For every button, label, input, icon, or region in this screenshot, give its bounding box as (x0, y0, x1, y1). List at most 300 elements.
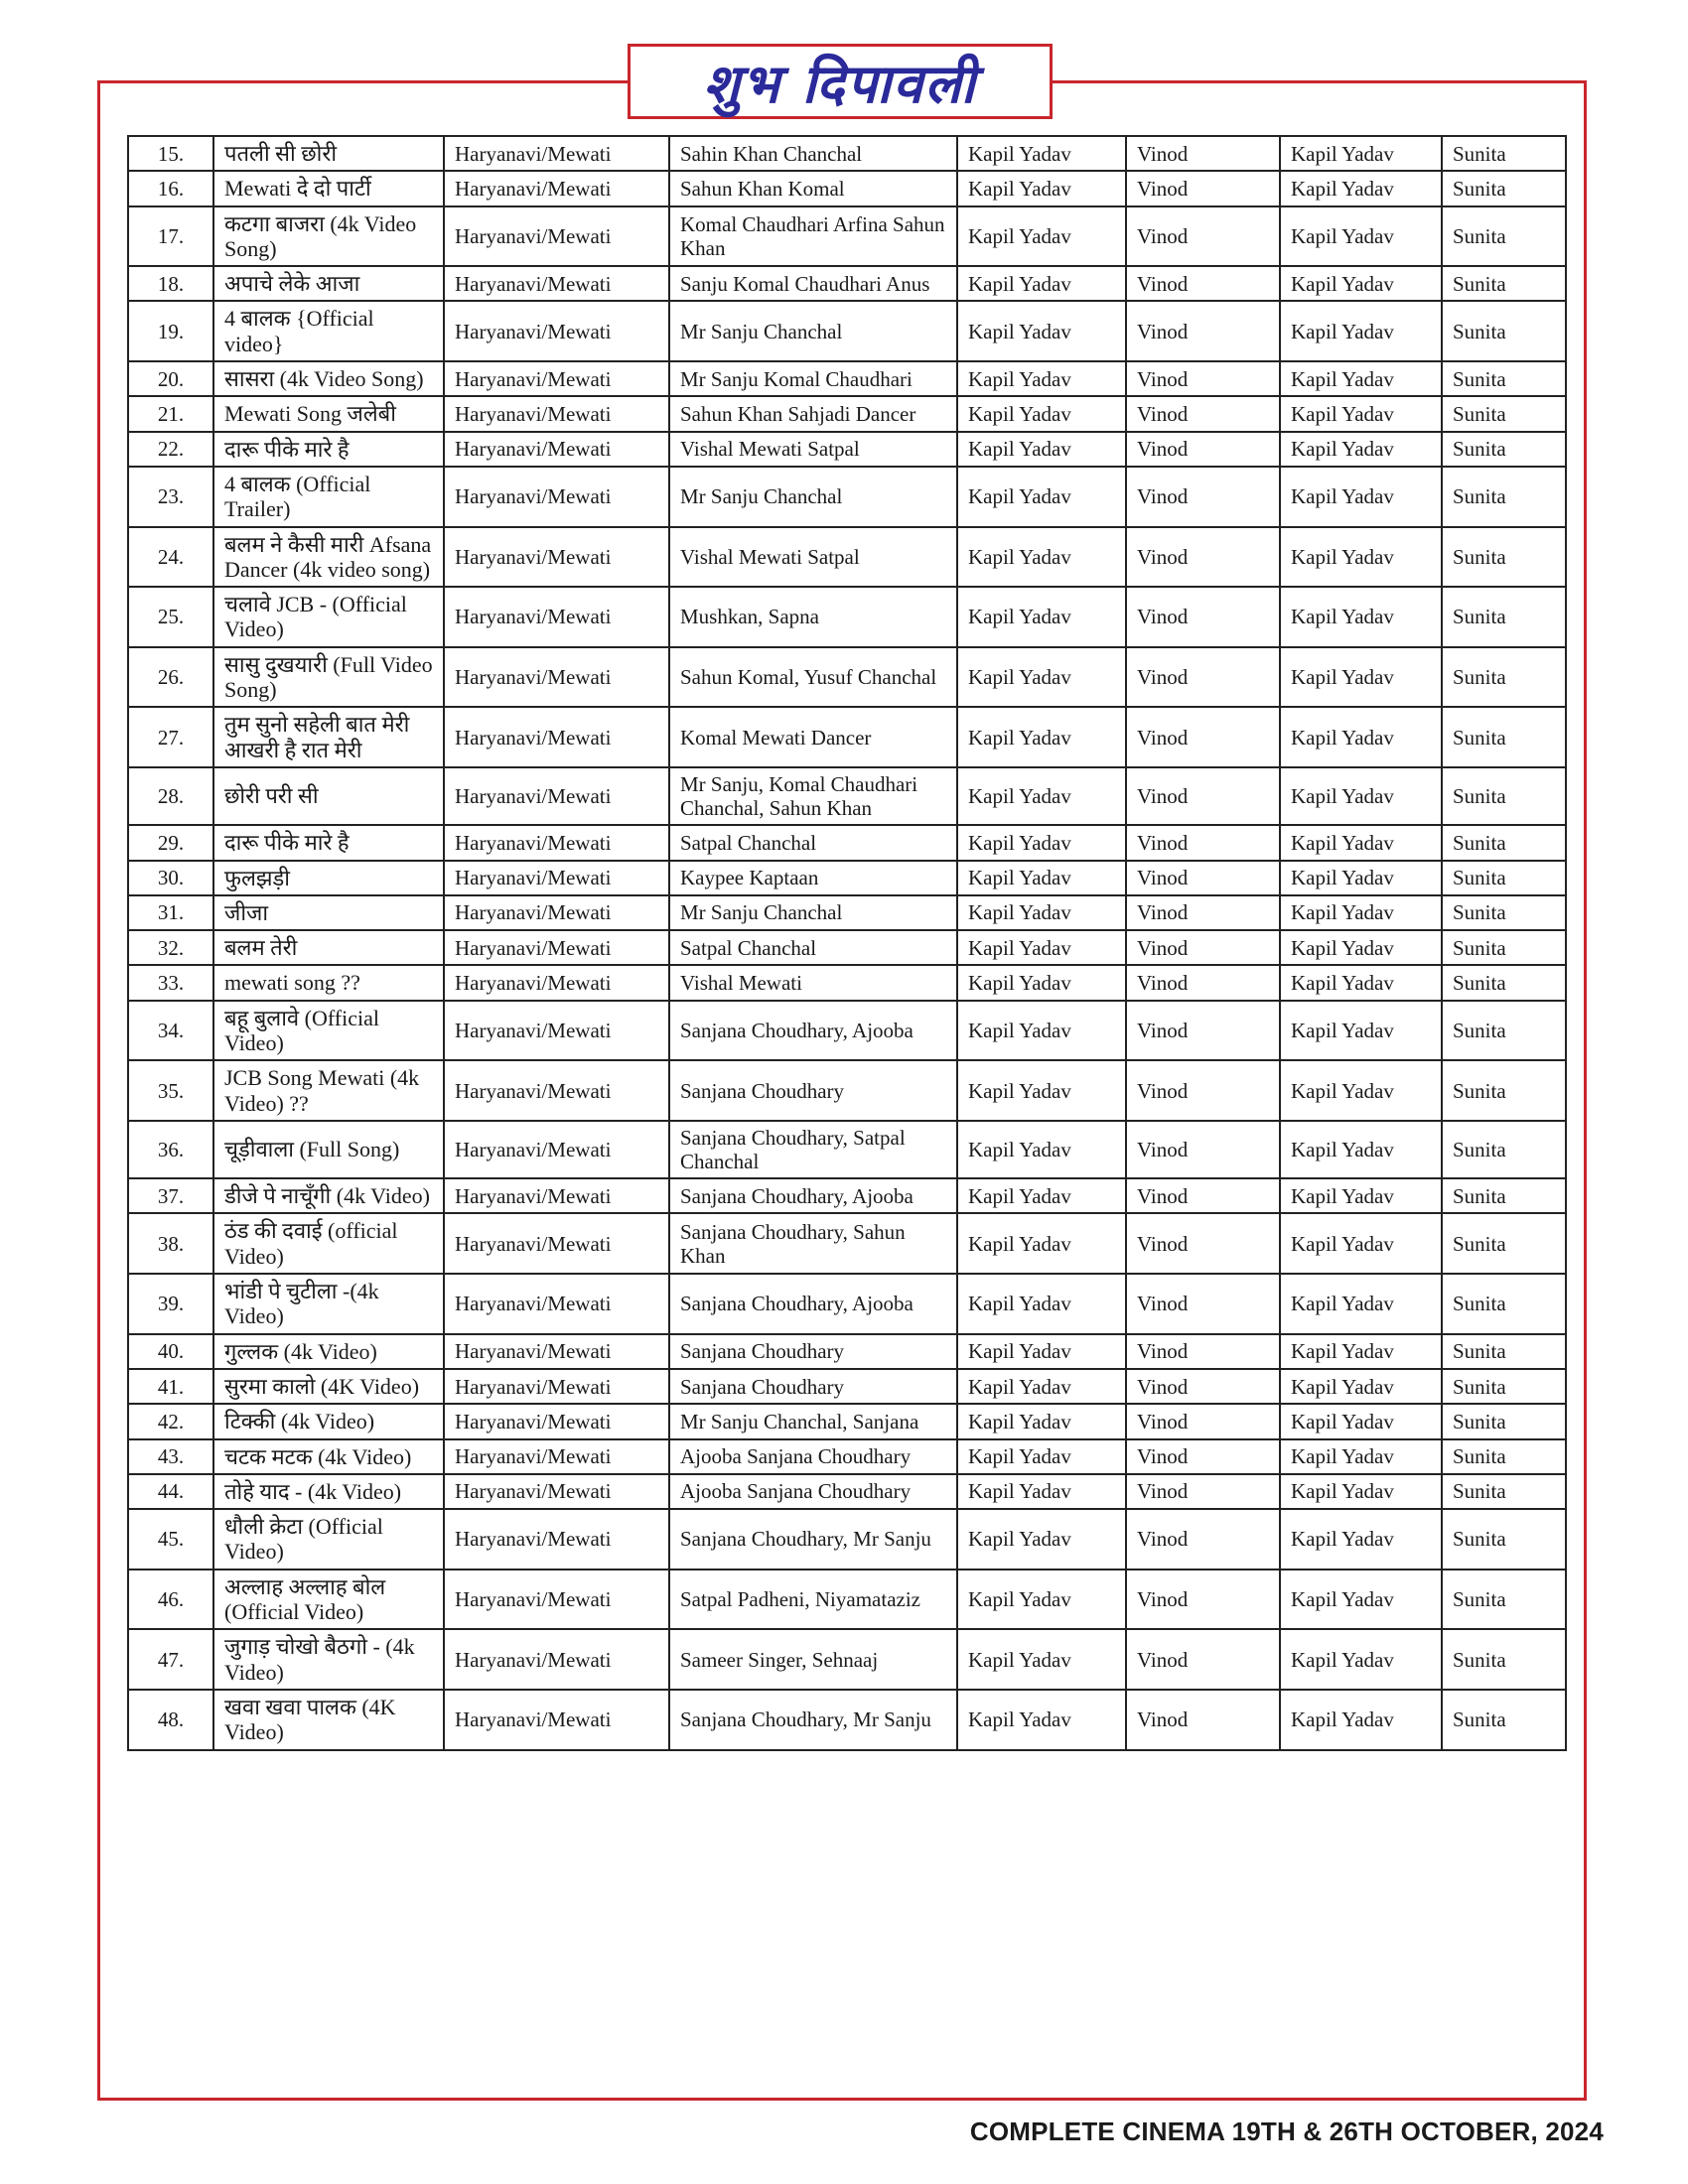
lyricist-cell: Sunita (1442, 1404, 1566, 1438)
singer-cell: Kapil Yadav (957, 432, 1126, 467)
lyricist-cell: Sunita (1442, 1690, 1566, 1750)
director-cell: Vinod (1126, 1121, 1280, 1178)
artists-cell: Ajooba Sanjana Choudhary (669, 1439, 957, 1474)
language-cell: Haryanavi/Mewati (444, 136, 669, 171)
director-cell: Vinod (1126, 1509, 1280, 1570)
table-row (128, 1334, 1566, 1369)
producer-cell: Kapil Yadav (1280, 266, 1442, 301)
table-row (128, 527, 1566, 588)
song-title-cell: बलम तेरी (213, 930, 444, 965)
singer-cell: Kapil Yadav (957, 361, 1126, 396)
song-title-cell: दारू पीके मारे है (213, 825, 444, 860)
singer-cell: Kapil Yadav (957, 1439, 1126, 1474)
banner-title: शुभ दिपावली (703, 53, 977, 115)
artists-cell: Sahin Khan Chanchal (669, 136, 957, 171)
lyricist-cell: Sunita (1442, 206, 1566, 267)
language-cell: Haryanavi/Mewati (444, 467, 669, 527)
language-cell: Haryanavi/Mewati (444, 707, 669, 767)
producer-cell: Kapil Yadav (1280, 467, 1442, 527)
serial-number-cell: 38. (128, 1213, 213, 1274)
language-cell: Haryanavi/Mewati (444, 1369, 669, 1404)
language-cell: Haryanavi/Mewati (444, 266, 669, 301)
producer-cell: Kapil Yadav (1280, 895, 1442, 930)
lyricist-cell: Sunita (1442, 1178, 1566, 1213)
serial-number-cell: 29. (128, 825, 213, 860)
serial-number-cell: 40. (128, 1334, 213, 1369)
artists-cell: Sahun Komal, Yusuf Chanchal (669, 647, 957, 708)
serial-number-cell: 24. (128, 527, 213, 588)
artists-cell: Vishal Mewati Satpal (669, 527, 957, 588)
song-title-cell: खवा खवा पालक (4K Video) (213, 1690, 444, 1750)
singer-cell: Kapil Yadav (957, 527, 1126, 588)
producer-cell: Kapil Yadav (1280, 825, 1442, 860)
director-cell: Vinod (1126, 965, 1280, 1000)
producer-cell: Kapil Yadav (1280, 1001, 1442, 1061)
producer-cell: Kapil Yadav (1280, 707, 1442, 767)
table-row (128, 1509, 1566, 1570)
language-cell: Haryanavi/Mewati (444, 1334, 669, 1369)
serial-number-cell: 27. (128, 707, 213, 767)
serial-number-cell: 45. (128, 1509, 213, 1570)
artists-cell: Satpal Padheni, Niyamataziz (669, 1570, 957, 1630)
artists-cell: Mr Sanju Chanchal (669, 895, 957, 930)
table-row (128, 861, 1566, 895)
artists-cell: Komal Chaudhari Arfina Sahun Khan (669, 206, 957, 267)
song-title-cell: सासरा (4k Video Song) (213, 361, 444, 396)
producer-cell: Kapil Yadav (1280, 527, 1442, 588)
language-cell: Haryanavi/Mewati (444, 432, 669, 467)
table-row (128, 647, 1566, 708)
song-title-cell: तोहे याद - (4k Video) (213, 1474, 444, 1509)
table-row (128, 1178, 1566, 1213)
table-row (128, 171, 1566, 205)
artists-cell: Mr Sanju Chanchal, Sanjana (669, 1404, 957, 1438)
lyricist-cell: Sunita (1442, 396, 1566, 431)
language-cell: Haryanavi/Mewati (444, 930, 669, 965)
lyricist-cell: Sunita (1442, 587, 1566, 647)
producer-cell: Kapil Yadav (1280, 396, 1442, 431)
serial-number-cell: 39. (128, 1274, 213, 1334)
song-title-cell: Mewati Song जलेबी (213, 396, 444, 431)
table-row (128, 301, 1566, 361)
director-cell: Vinod (1126, 1334, 1280, 1369)
lyricist-cell: Sunita (1442, 647, 1566, 708)
producer-cell: Kapil Yadav (1280, 1334, 1442, 1369)
serial-number-cell: 46. (128, 1570, 213, 1630)
artists-cell: Sanjana Choudhary (669, 1334, 957, 1369)
artists-cell: Mr Sanju Chanchal (669, 467, 957, 527)
lyricist-cell: Sunita (1442, 467, 1566, 527)
singer-cell: Kapil Yadav (957, 1001, 1126, 1061)
director-cell: Vinod (1126, 432, 1280, 467)
serial-number-cell: 16. (128, 171, 213, 205)
language-cell: Haryanavi/Mewati (444, 1570, 669, 1630)
singer-cell: Kapil Yadav (957, 1060, 1126, 1121)
language-cell: Haryanavi/Mewati (444, 1060, 669, 1121)
director-cell: Vinod (1126, 1629, 1280, 1690)
language-cell: Haryanavi/Mewati (444, 1439, 669, 1474)
producer-cell: Kapil Yadav (1280, 1274, 1442, 1334)
song-table (127, 135, 1567, 1751)
serial-number-cell: 30. (128, 861, 213, 895)
table-row (128, 206, 1566, 267)
director-cell: Vinod (1126, 1474, 1280, 1509)
song-title-cell: सासु दुखयारी (Full Video Song) (213, 647, 444, 708)
song-title-cell: चलावे JCB - (Official Video) (213, 587, 444, 647)
singer-cell: Kapil Yadav (957, 767, 1126, 825)
song-title-cell: तुम सुनो सहेली बात मेरी आखरी है रात मेरी (213, 707, 444, 767)
producer-cell: Kapil Yadav (1280, 1474, 1442, 1509)
table-row (128, 587, 1566, 647)
producer-cell: Kapil Yadav (1280, 587, 1442, 647)
director-cell: Vinod (1126, 895, 1280, 930)
table-row (128, 266, 1566, 301)
singer-cell: Kapil Yadav (957, 1474, 1126, 1509)
table-row (128, 767, 1566, 825)
serial-number-cell: 47. (128, 1629, 213, 1690)
artists-cell: Satpal Chanchal (669, 825, 957, 860)
lyricist-cell: Sunita (1442, 1439, 1566, 1474)
song-title-cell: अल्लाह अल्लाह बोल (Official Video) (213, 1570, 444, 1630)
director-cell: Vinod (1126, 1404, 1280, 1438)
serial-number-cell: 41. (128, 1369, 213, 1404)
table-row (128, 1369, 1566, 1404)
artists-cell: Sanjana Choudhary, Ajooba (669, 1274, 957, 1334)
lyricist-cell: Sunita (1442, 1629, 1566, 1690)
table-row (128, 1213, 1566, 1274)
song-title-cell: अपाचे लेके आजा (213, 266, 444, 301)
serial-number-cell: 33. (128, 965, 213, 1000)
lyricist-cell: Sunita (1442, 432, 1566, 467)
artists-cell: Satpal Chanchal (669, 930, 957, 965)
table-row (128, 965, 1566, 1000)
song-title-cell: पतली सी छोरी (213, 136, 444, 171)
serial-number-cell: 15. (128, 136, 213, 171)
artists-cell: Sahun Khan Komal (669, 171, 957, 205)
singer-cell: Kapil Yadav (957, 1570, 1126, 1630)
table-row (128, 1060, 1566, 1121)
language-cell: Haryanavi/Mewati (444, 1121, 669, 1178)
song-title-cell: चूड़ीवाला (Full Song) (213, 1121, 444, 1178)
director-cell: Vinod (1126, 171, 1280, 205)
serial-number-cell: 20. (128, 361, 213, 396)
singer-cell: Kapil Yadav (957, 1178, 1126, 1213)
language-cell: Haryanavi/Mewati (444, 396, 669, 431)
song-title-cell: भांडी पे चुटीला -(4k Video) (213, 1274, 444, 1334)
artists-cell: Mushkan, Sapna (669, 587, 957, 647)
lyricist-cell: Sunita (1442, 527, 1566, 588)
artists-cell: Mr Sanju Komal Chaudhari (669, 361, 957, 396)
table-row (128, 361, 1566, 396)
director-cell: Vinod (1126, 1178, 1280, 1213)
director-cell: Vinod (1126, 930, 1280, 965)
director-cell: Vinod (1126, 825, 1280, 860)
language-cell: Haryanavi/Mewati (444, 965, 669, 1000)
lyricist-cell: Sunita (1442, 1334, 1566, 1369)
producer-cell: Kapil Yadav (1280, 1404, 1442, 1438)
singer-cell: Kapil Yadav (957, 930, 1126, 965)
language-cell: Haryanavi/Mewati (444, 1474, 669, 1509)
artists-cell: Mr Sanju, Komal Chaudhari Chanchal, Sahun Khan (669, 767, 957, 825)
lyricist-cell: Sunita (1442, 1369, 1566, 1404)
singer-cell: Kapil Yadav (957, 861, 1126, 895)
producer-cell: Kapil Yadav (1280, 171, 1442, 205)
song-title-cell: mewati song ?? (213, 965, 444, 1000)
language-cell: Haryanavi/Mewati (444, 1178, 669, 1213)
song-title-cell: सुरमा कालो (4K Video) (213, 1369, 444, 1404)
producer-cell: Kapil Yadav (1280, 301, 1442, 361)
director-cell: Vinod (1126, 861, 1280, 895)
serial-number-cell: 48. (128, 1690, 213, 1750)
director-cell: Vinod (1126, 587, 1280, 647)
festival-banner (628, 44, 1053, 119)
producer-cell: Kapil Yadav (1280, 767, 1442, 825)
director-cell: Vinod (1126, 1274, 1280, 1334)
lyricist-cell: Sunita (1442, 861, 1566, 895)
table-row (128, 1274, 1566, 1334)
singer-cell: Kapil Yadav (957, 1690, 1126, 1750)
director-cell: Vinod (1126, 467, 1280, 527)
language-cell: Haryanavi/Mewati (444, 861, 669, 895)
artists-cell: Sanjana Choudhary (669, 1060, 957, 1121)
serial-number-cell: 25. (128, 587, 213, 647)
producer-cell: Kapil Yadav (1280, 930, 1442, 965)
producer-cell: Kapil Yadav (1280, 136, 1442, 171)
lyricist-cell: Sunita (1442, 767, 1566, 825)
director-cell: Vinod (1126, 527, 1280, 588)
language-cell: Haryanavi/Mewati (444, 527, 669, 588)
lyricist-cell: Sunita (1442, 1060, 1566, 1121)
singer-cell: Kapil Yadav (957, 1213, 1126, 1274)
song-title-cell: 4 बालक {Official video} (213, 301, 444, 361)
language-cell: Haryanavi/Mewati (444, 1001, 669, 1061)
director-cell: Vinod (1126, 206, 1280, 267)
singer-cell: Kapil Yadav (957, 1121, 1126, 1178)
singer-cell: Kapil Yadav (957, 136, 1126, 171)
lyricist-cell: Sunita (1442, 1474, 1566, 1509)
director-cell: Vinod (1126, 1001, 1280, 1061)
publication-footer: COMPLETE CINEMA 19TH & 26TH OCTOBER, 2024 (969, 2116, 1604, 2146)
song-title-cell: दारू पीके मारे है (213, 432, 444, 467)
singer-cell: Kapil Yadav (957, 206, 1126, 267)
singer-cell: Kapil Yadav (957, 171, 1126, 205)
producer-cell: Kapil Yadav (1280, 1060, 1442, 1121)
singer-cell: Kapil Yadav (957, 707, 1126, 767)
artists-cell: Ajooba Sanjana Choudhary (669, 1474, 957, 1509)
producer-cell: Kapil Yadav (1280, 861, 1442, 895)
lyricist-cell: Sunita (1442, 707, 1566, 767)
table-row (128, 707, 1566, 767)
singer-cell: Kapil Yadav (957, 1334, 1126, 1369)
serial-number-cell: 21. (128, 396, 213, 431)
director-cell: Vinod (1126, 301, 1280, 361)
lyricist-cell: Sunita (1442, 1121, 1566, 1178)
producer-cell: Kapil Yadav (1280, 1213, 1442, 1274)
language-cell: Haryanavi/Mewati (444, 825, 669, 860)
singer-cell: Kapil Yadav (957, 301, 1126, 361)
director-cell: Vinod (1126, 707, 1280, 767)
song-title-cell: चटक मटक (4k Video) (213, 1439, 444, 1474)
serial-number-cell: 19. (128, 301, 213, 361)
table-row (128, 1690, 1566, 1750)
song-title-cell: गुल्लक (4k Video) (213, 1334, 444, 1369)
singer-cell: Kapil Yadav (957, 895, 1126, 930)
producer-cell: Kapil Yadav (1280, 1121, 1442, 1178)
lyricist-cell: Sunita (1442, 825, 1566, 860)
artists-cell: Sameer Singer, Sehnaaj (669, 1629, 957, 1690)
table-row (128, 825, 1566, 860)
lyricist-cell: Sunita (1442, 895, 1566, 930)
table-row (128, 1474, 1566, 1509)
song-title-cell: डीजे पे नाचूँगी (4k Video) (213, 1178, 444, 1213)
table-row (128, 895, 1566, 930)
singer-cell: Kapil Yadav (957, 1274, 1126, 1334)
director-cell: Vinod (1126, 136, 1280, 171)
director-cell: Vinod (1126, 396, 1280, 431)
director-cell: Vinod (1126, 266, 1280, 301)
artists-cell: Sanjana Choudhary, Ajooba (669, 1001, 957, 1061)
table-row (128, 432, 1566, 467)
singer-cell: Kapil Yadav (957, 266, 1126, 301)
song-title-cell: धौली क्रेटा (Official Video) (213, 1509, 444, 1570)
table-row (128, 467, 1566, 527)
song-table-body (128, 136, 1566, 1750)
singer-cell: Kapil Yadav (957, 587, 1126, 647)
serial-number-cell: 23. (128, 467, 213, 527)
serial-number-cell: 37. (128, 1178, 213, 1213)
lyricist-cell: Sunita (1442, 965, 1566, 1000)
serial-number-cell: 31. (128, 895, 213, 930)
language-cell: Haryanavi/Mewati (444, 1509, 669, 1570)
serial-number-cell: 26. (128, 647, 213, 708)
table-row (128, 1404, 1566, 1438)
table-row (128, 1001, 1566, 1061)
language-cell: Haryanavi/Mewati (444, 171, 669, 205)
song-title-cell: जीजा (213, 895, 444, 930)
director-cell: Vinod (1126, 1213, 1280, 1274)
language-cell: Haryanavi/Mewati (444, 1213, 669, 1274)
artists-cell: Sahun Khan Sahjadi Dancer (669, 396, 957, 431)
language-cell: Haryanavi/Mewati (444, 1274, 669, 1334)
director-cell: Vinod (1126, 1570, 1280, 1630)
singer-cell: Kapil Yadav (957, 1404, 1126, 1438)
serial-number-cell: 44. (128, 1474, 213, 1509)
lyricist-cell: Sunita (1442, 361, 1566, 396)
table-row (128, 396, 1566, 431)
serial-number-cell: 43. (128, 1439, 213, 1474)
producer-cell: Kapil Yadav (1280, 206, 1442, 267)
language-cell: Haryanavi/Mewati (444, 301, 669, 361)
table-row (128, 1629, 1566, 1690)
song-title-cell: बलम ने कैसी मारी Afsana Dancer (4k video song) (213, 527, 444, 588)
song-title-cell: 4 बालक (Official Trailer) (213, 467, 444, 527)
lyricist-cell: Sunita (1442, 266, 1566, 301)
director-cell: Vinod (1126, 767, 1280, 825)
lyricist-cell: Sunita (1442, 1213, 1566, 1274)
song-title-cell: छोरी परी सी (213, 767, 444, 825)
language-cell: Haryanavi/Mewati (444, 895, 669, 930)
table-row (128, 1570, 1566, 1630)
lyricist-cell: Sunita (1442, 930, 1566, 965)
table-row (128, 930, 1566, 965)
producer-cell: Kapil Yadav (1280, 1629, 1442, 1690)
artists-cell: Vishal Mewati Satpal (669, 432, 957, 467)
language-cell: Haryanavi/Mewati (444, 1690, 669, 1750)
serial-number-cell: 34. (128, 1001, 213, 1061)
lyricist-cell: Sunita (1442, 1001, 1566, 1061)
lyricist-cell: Sunita (1442, 301, 1566, 361)
singer-cell: Kapil Yadav (957, 1369, 1126, 1404)
song-table-container (127, 135, 1565, 1751)
singer-cell: Kapil Yadav (957, 1509, 1126, 1570)
language-cell: Haryanavi/Mewati (444, 647, 669, 708)
director-cell: Vinod (1126, 647, 1280, 708)
producer-cell: Kapil Yadav (1280, 965, 1442, 1000)
producer-cell: Kapil Yadav (1280, 1690, 1442, 1750)
language-cell: Haryanavi/Mewati (444, 1629, 669, 1690)
serial-number-cell: 32. (128, 930, 213, 965)
producer-cell: Kapil Yadav (1280, 1570, 1442, 1630)
producer-cell: Kapil Yadav (1280, 1369, 1442, 1404)
artists-cell: Komal Mewati Dancer (669, 707, 957, 767)
lyricist-cell: Sunita (1442, 1570, 1566, 1630)
serial-number-cell: 36. (128, 1121, 213, 1178)
serial-number-cell: 35. (128, 1060, 213, 1121)
producer-cell: Kapil Yadav (1280, 432, 1442, 467)
producer-cell: Kapil Yadav (1280, 1178, 1442, 1213)
singer-cell: Kapil Yadav (957, 965, 1126, 1000)
table-row (128, 136, 1566, 171)
singer-cell: Kapil Yadav (957, 396, 1126, 431)
song-title-cell: ठंड की दवाई (official Video) (213, 1213, 444, 1274)
song-title-cell: बहू बुलावे (Official Video) (213, 1001, 444, 1061)
director-cell: Vinod (1126, 1060, 1280, 1121)
table-row (128, 1439, 1566, 1474)
director-cell: Vinod (1126, 1690, 1280, 1750)
artists-cell: Sanju Komal Chaudhari Anus (669, 266, 957, 301)
song-title-cell: फुलझड़ी (213, 861, 444, 895)
director-cell: Vinod (1126, 1439, 1280, 1474)
serial-number-cell: 22. (128, 432, 213, 467)
artists-cell: Sanjana Choudhary, Mr Sanju (669, 1509, 957, 1570)
serial-number-cell: 18. (128, 266, 213, 301)
language-cell: Haryanavi/Mewati (444, 587, 669, 647)
language-cell: Haryanavi/Mewati (444, 361, 669, 396)
language-cell: Haryanavi/Mewati (444, 206, 669, 267)
serial-number-cell: 17. (128, 206, 213, 267)
singer-cell: Kapil Yadav (957, 825, 1126, 860)
producer-cell: Kapil Yadav (1280, 647, 1442, 708)
lyricist-cell: Sunita (1442, 1509, 1566, 1570)
language-cell: Haryanavi/Mewati (444, 767, 669, 825)
serial-number-cell: 28. (128, 767, 213, 825)
lyricist-cell: Sunita (1442, 171, 1566, 205)
table-row (128, 1121, 1566, 1178)
artists-cell: Sanjana Choudhary, Mr Sanju (669, 1690, 957, 1750)
song-title-cell: टिक्की (4k Video) (213, 1404, 444, 1438)
artists-cell: Sanjana Choudhary (669, 1369, 957, 1404)
artists-cell: Kaypee Kaptaan (669, 861, 957, 895)
artists-cell: Sanjana Choudhary, Satpal Chanchal (669, 1121, 957, 1178)
singer-cell: Kapil Yadav (957, 647, 1126, 708)
singer-cell: Kapil Yadav (957, 1629, 1126, 1690)
song-title-cell: कटगा बाजरा (4k Video Song) (213, 206, 444, 267)
singer-cell: Kapil Yadav (957, 467, 1126, 527)
song-title-cell: जुगाड़ चोखो बैठगो - (4k Video) (213, 1629, 444, 1690)
artists-cell: Vishal Mewati (669, 965, 957, 1000)
lyricist-cell: Sunita (1442, 1274, 1566, 1334)
language-cell: Haryanavi/Mewati (444, 1404, 669, 1438)
